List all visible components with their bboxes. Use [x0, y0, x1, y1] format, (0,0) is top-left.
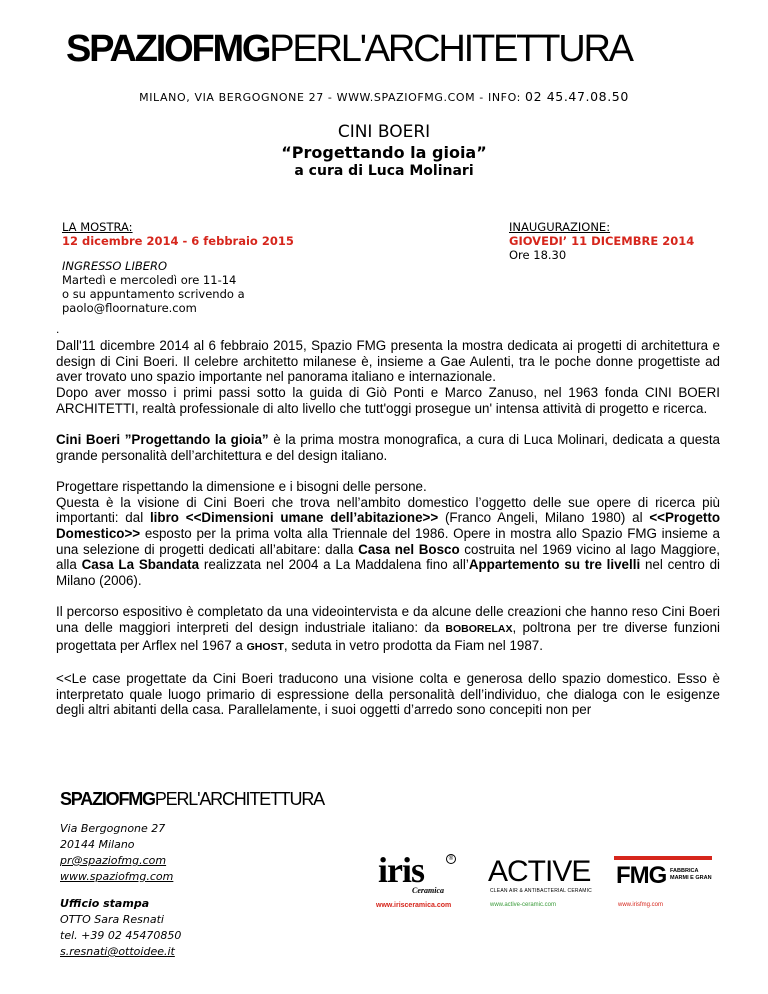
- p1-text: Dall'11 dicembre 2014 al 6 febbraio 2015, Spazio FMG presenta la mostra dedicata ai progetti di architettura e design di Cini Boeri. Il celebre architetto milanese è, insieme a Gae Aulenti, tra le poche donne progettiste ad aver trovato uno spazio importante nel panorama italiano e internazionale.: [56, 338, 720, 385]
- fmg-sub1: FABBRICA: [670, 868, 699, 874]
- logo-bold-text: SPAZIOFMG: [66, 28, 270, 70]
- paragraph-4: [56, 604, 720, 655]
- p3-d: <<Progetto Domestico>>: [56, 510, 721, 542]
- active-subtitle: CLEAN AIR & ANTIBACTERIAL CERAMIC: [490, 888, 592, 894]
- footer-logo-thin: PERL'ARCHITETTURA: [154, 789, 324, 809]
- paragraph-3: [56, 479, 720, 589]
- exhibition-subtitle: “Progettando la gioia”: [281, 143, 487, 162]
- paragraph-1: [56, 338, 720, 385]
- exhibition-info: [62, 220, 294, 315]
- header-logo: [66, 30, 632, 68]
- fmg-url[interactable]: www.irisfmg.com: [618, 902, 664, 908]
- logo-thin-text: PERL'ARCHITETTURA: [269, 28, 632, 70]
- p3-k: nel centro di Milano (2006).: [56, 557, 721, 589]
- footer-contact: [60, 821, 181, 960]
- press-release-body: [56, 338, 720, 734]
- contact-email[interactable]: paolo@floornature.com: [62, 301, 197, 315]
- paragraph-5: [56, 671, 720, 718]
- p4-e: , seduta in vetro prodotta da Fiam nel 1987.: [283, 637, 543, 653]
- fmg-logo-text: FMG: [616, 862, 667, 889]
- p1b-text: Dopo aver mosso i primi passi sotto la guida di Giò Ponti e Marco Zanuso, nel 1963 fonda CINI BOERI ARCHITETTI, realtà professionale di alto livello che tutt'oggi prosegue un' intensa attività di progetto e ricerca.: [56, 385, 720, 416]
- footer-web-link[interactable]: www.spaziofmg.com: [60, 870, 174, 883]
- paragraph-2: [56, 432, 720, 463]
- p3-j: Appartemento su tre livelli: [468, 557, 641, 573]
- exhibition-label: LA MOSTRA:: [62, 220, 133, 234]
- iris-ceramica-logo: [378, 852, 478, 912]
- p4-d: GHOST: [246, 640, 284, 653]
- exhibition-dates: 12 dicembre 2014 - 6 febbraio 2015: [62, 234, 294, 248]
- fmg-subtitle: [670, 868, 712, 882]
- p2-rest: è la prima mostra monografica, a cura di Luca Molinari, dedicata a questa grande personalità dell’architettura e del design italiano.: [56, 432, 720, 463]
- inauguration-date: GIOVEDI’ 11 DICEMBRE 2014: [509, 234, 695, 248]
- footer-street: Via Bergognone 27: [60, 822, 166, 835]
- curator-line: a cura di Luca Molinari: [294, 163, 474, 179]
- iris-url[interactable]: www.irisceramica.com: [376, 902, 452, 909]
- header-address: [0, 89, 768, 104]
- iris-logo-text: iris: [378, 850, 424, 890]
- p3-b: libro <<Dimensioni umane dell’abitazione>>: [149, 510, 439, 526]
- p5-text: <<Le case progettate da Cini Boeri traducono una visione colta e generosa dello spazio domestico. Esso è interpretato quale luogo primario di espressione della personalità dell’individuo, che dialoga con le esigenze degli altri abitanti della casa. Parallelamente, i suoi oggetti d’arredo sono concepiti non per: [56, 670, 720, 718]
- fmg-logo: [614, 856, 714, 916]
- stray-dot: .: [56, 322, 60, 336]
- iris-subtitle: Ceramica: [412, 886, 444, 895]
- p3-e: esposto per la prima volta alla Triennale del 1986. Opere in mostra allo Spazio FMG insieme a una selezione di progetti dedicati all’abitare: dalla: [56, 526, 720, 557]
- active-logo-text: ACTIVE: [488, 855, 591, 888]
- p3-c: (Franco Angeli, Milano 1980) al: [438, 510, 650, 526]
- appointment-text: o su appuntamento scrivendo a: [62, 287, 245, 301]
- footer-logo-bold: SPAZIOFMG: [60, 789, 155, 809]
- active-logo: [488, 855, 600, 915]
- p3-h: Casa La Sbandata: [81, 557, 200, 573]
- paragraph-1b: [56, 385, 720, 416]
- p4-a: Il percorso espositivo è completato da una videointervista e da alcune delle creazioni che hanno reso Cini Boeri una delle maggiori interpreti del design industriale italiano: da: [56, 604, 720, 636]
- phone-text: 02 45.47.08.50: [525, 89, 629, 104]
- p3-line1: Progettare rispettando la dimensione e i bisogni delle persone.: [56, 478, 427, 494]
- registered-mark-icon: ®: [446, 854, 456, 864]
- artist-name: CINI BOERI: [337, 122, 431, 142]
- opening-hours: Martedì e mercoledì ore 11-14: [62, 273, 237, 287]
- p3-a: Questa è la visione di Cini Boeri che trova nell’ambito domestico l’oggetto delle sue opere di ricerca più importanti: dal: [56, 494, 720, 526]
- exhibition-title: [0, 122, 768, 181]
- press-office-label: Ufficio stampa: [60, 897, 150, 910]
- fmg-sub2: MARMI E GRAN: [670, 875, 712, 881]
- footer-city: 20144 Milano: [60, 838, 135, 851]
- fmg-red-bar: [614, 856, 712, 860]
- p3-g: costruita nel 1969 vicino al lago Maggiore, alla: [56, 541, 721, 573]
- press-office-name: OTTO Sara Resnati: [60, 913, 164, 926]
- inauguration-info: [509, 220, 694, 262]
- p2-bold: Cini Boeri ”Progettando la gioia”: [56, 432, 269, 448]
- press-office-phone: tel. +39 02 45470850: [60, 929, 182, 942]
- inauguration-time: Ore 18.30: [509, 248, 567, 262]
- press-office-email-link[interactable]: s.resnati@ottoidee.it: [60, 945, 175, 958]
- address-text: MILANO, VIA BERGOGNONE 27 - WWW.SPAZIOFMG.COM - INFO:: [139, 91, 526, 104]
- footer-logo: [60, 790, 324, 808]
- p4-b: BOBORELAX: [445, 623, 513, 636]
- inauguration-label: INAUGURAZIONE:: [509, 220, 611, 234]
- p3-i: realizzata nel 2004 a La Maddalena fino all’: [199, 557, 469, 573]
- p3-f: Casa nel Bosco: [358, 541, 460, 557]
- p4-c: , poltrona per tre diverse funzioni progettata per Arflex nel 1967 a: [56, 620, 720, 653]
- active-url[interactable]: www.active-ceramic.com: [490, 902, 557, 908]
- footer-email-link[interactable]: pr@spaziofmg.com: [60, 854, 167, 867]
- entry-label: INGRESSO LIBERO: [62, 259, 168, 273]
